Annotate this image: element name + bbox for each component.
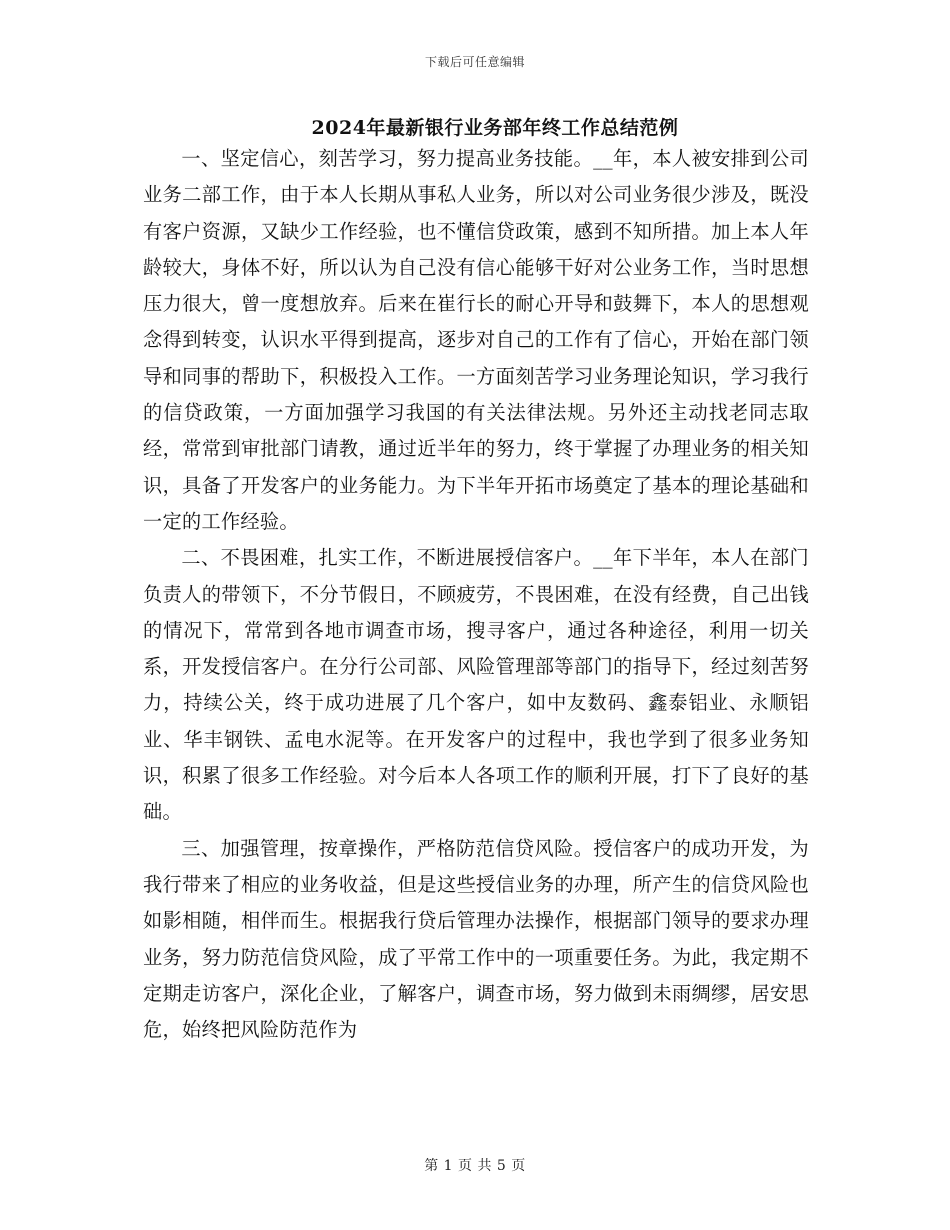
document-title: 2024年最新银行业务部年终工作总结范例	[311, 117, 679, 139]
paragraph-2: 二、不畏困难，扎实工作，不断进展授信客户。__年下半年，本人在部门负责人的带领下，不分节假日，不顾疲劳，不畏困难，在没有经费，自己出钱的情况下，常常到各地市调查市场，搜寻客户，通过各种途径，利用一切关系，开发授信客户。在分行公司部、风险管理部等部门的指导下，经过刻苦努力，持续公关，终于成功进展了几个客户，如中友数码、鑫泰铝业、永顺铝业、华丰钢铁、孟电水泥等。在开发客户的过程中，我也学到了很多业务知识，积累了很多工作经验。对今后本人各项工作的顺利开展，打下了良好的基础。	[143, 546, 809, 824]
header-note: 下载后可任意编辑	[424, 55, 525, 69]
paragraph-1: 一、坚定信心，刻苦学习，努力提高业务技能。__年，本人被安排到公司业务二部工作，由于本人长期从事私人业务，所以对公司业务很少涉及，既没有客户资源，又缺少工作经验，也不懂信贷政策，感到不知所措。加上本人年龄较大，身体不好，所以认为自己没有信心能够干好对公业务工作，当时思想压力很大，曾一度想放弃。后来在崔行长的耐心开导和鼓舞下，本人的思想观念得到转变，认识水平得到提高，逐步对自己的工作有了信心，开始在部门领导和同事的帮助下，积极投入工作。一方面刻苦学习业务理论知识，学习我行的信贷政策，一方面加强学习我国的有关法律法规。另外还主动找老同志取经，常常到审批部门请教，通过近半年的努力，终于掌握了办理业务的相关知识，具备了开发客户的业务能力。为下半年开拓市场奠定了基本的理论基础和一定的工作经验。	[143, 147, 809, 533]
page-indicator: 第 1 页 共 5 页	[424, 1158, 526, 1174]
paragraph-3: 三、加强管理，按章操作，严格防范信贷风险。授信客户的成功开发，为我行带来了相应的业务收益，但是这些授信业务的办理，所产生的信贷风险也如影相随，相伴而生。根据我行贷后管理办法操作，根据部门领导的要求办理业务，努力防范信贷风险，成了平常工作中的一项重要任务。为此，我定期不定期走访客户，深化企业，了解客户，调查市场，努力做到未雨绸缪，居安思危，始终把风险防范作为	[143, 836, 809, 1042]
document-body	[143, 141, 809, 1048]
